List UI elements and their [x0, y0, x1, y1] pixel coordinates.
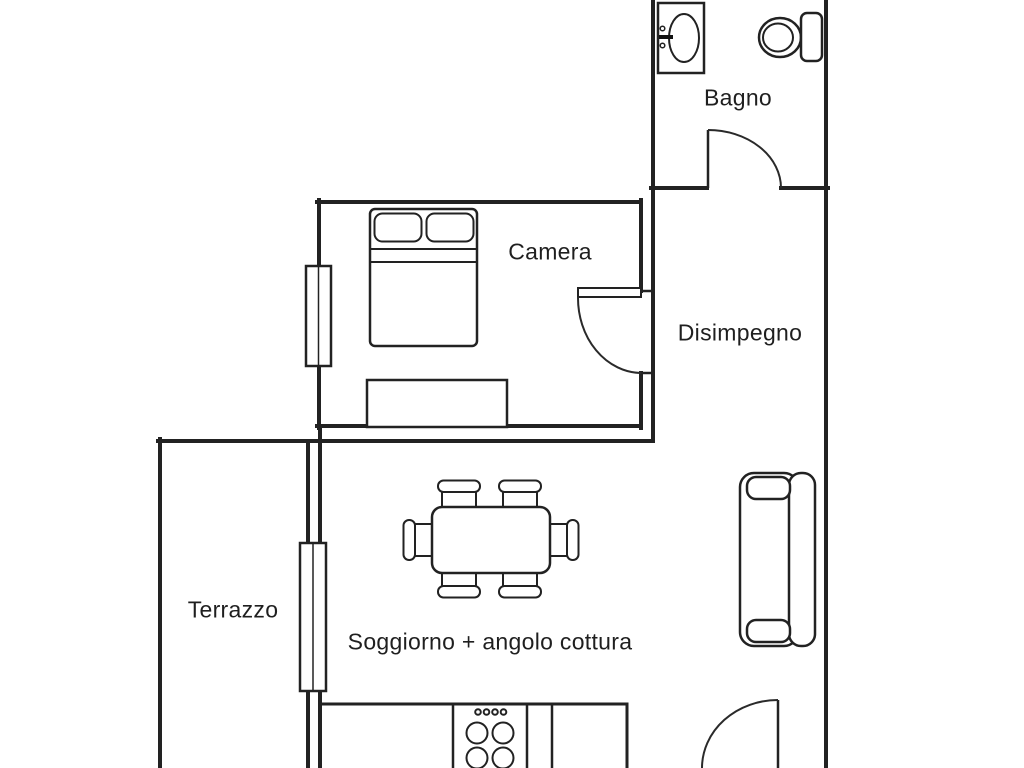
pillow-left	[375, 214, 422, 242]
sofa	[740, 473, 815, 646]
cooktop	[467, 709, 514, 768]
cooktop-knob	[501, 709, 507, 715]
sink	[658, 3, 704, 73]
double-bed	[370, 209, 477, 346]
terrazzo-sliding-door	[300, 543, 326, 691]
camera-door	[578, 288, 641, 373]
room-label-soggiorno: Soggiorno + angolo cottura	[347, 628, 633, 655]
dining-table	[432, 507, 550, 573]
counter-outline	[320, 704, 627, 768]
cooktop-knob	[492, 709, 498, 715]
camera-door-arc	[578, 297, 641, 373]
chair-back	[438, 586, 480, 598]
chair-back	[499, 481, 541, 493]
toilet-tank	[801, 13, 822, 61]
cooktop-knob	[484, 709, 490, 715]
room-label-camera: Camera	[508, 238, 592, 265]
chair-back	[404, 520, 416, 560]
bathroom-door	[708, 130, 781, 188]
chair-back	[499, 586, 541, 598]
sofa-backrest	[789, 473, 815, 646]
room-label-disimpegno: Disimpegno	[677, 319, 803, 346]
bathroom-door-arc	[708, 130, 781, 188]
chair-back	[567, 520, 579, 560]
sofa-armrest-top	[747, 477, 790, 499]
room-label-bagno: Bagno	[703, 84, 773, 111]
cooktop-burner	[493, 723, 514, 744]
cooktop-burner	[493, 748, 514, 768]
cooktop-knob	[475, 709, 481, 715]
sofa-armrest-bottom	[747, 620, 790, 642]
dining-set	[404, 481, 579, 598]
pillow-right	[427, 214, 474, 242]
camera-window	[306, 266, 331, 366]
camera-door-leaf	[578, 288, 641, 297]
room-label-terrazzo: Terrazzo	[187, 596, 279, 623]
entrance-door-arc	[702, 700, 778, 768]
bedroom-bench	[367, 380, 507, 427]
toilet	[759, 13, 822, 61]
kitchen-counter	[320, 704, 627, 768]
entrance-door	[702, 700, 778, 768]
cooktop-burner	[467, 723, 488, 744]
chair-back	[438, 481, 480, 493]
cooktop-burner	[467, 748, 488, 768]
